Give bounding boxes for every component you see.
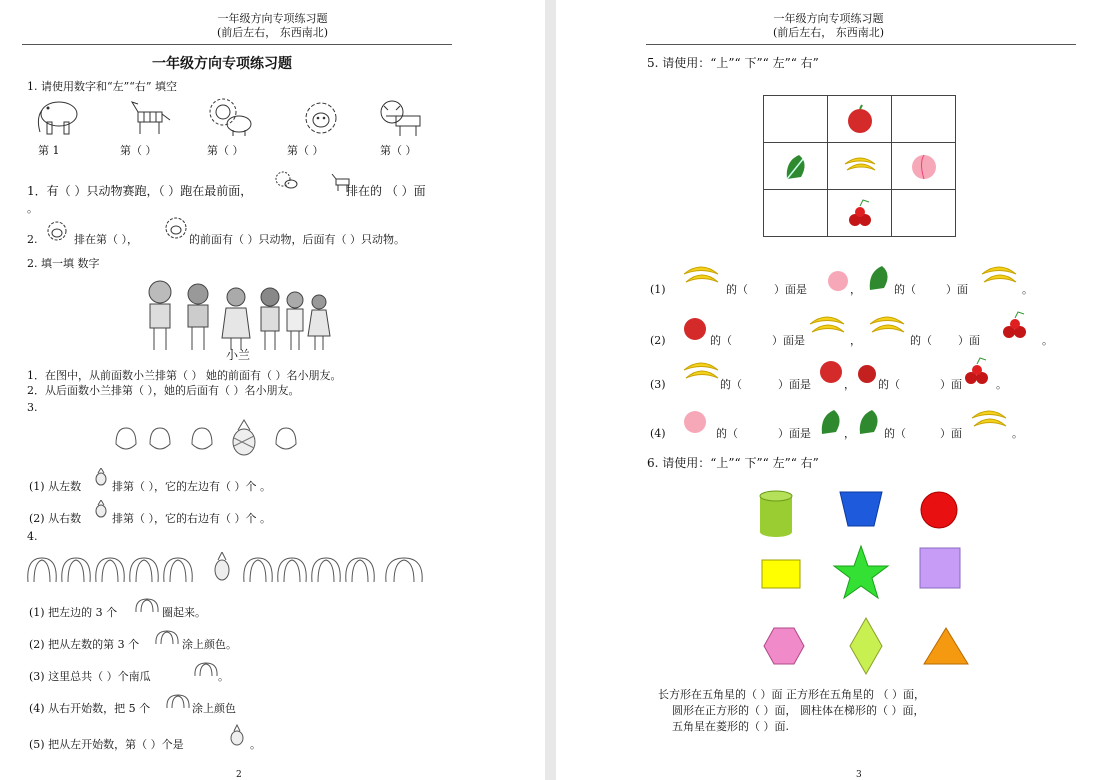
q5-row1-c: ，: [850, 283, 861, 296]
q2-label: 2. 填一填 数字: [27, 257, 100, 270]
banana-icon-6: [970, 406, 1008, 436]
banana-icon-5: [682, 358, 720, 388]
q1-line1: 1．有（ ）只动物赛跑，（ ）跑在最前面，: [27, 184, 253, 198]
grid-cell: [828, 143, 892, 190]
sheep-icon: [303, 100, 339, 136]
page-number-left: 2: [236, 770, 242, 780]
q4-sub2-end: 涂上颜色。: [182, 638, 237, 651]
vegetable-icon: [866, 262, 892, 292]
pumpkin-small-icon-2: [154, 628, 180, 646]
q4-sub4-start: (4) 从右开始数，把 5 个: [29, 702, 151, 715]
q5-row3-b: ）面是: [778, 378, 811, 391]
fruit-grid: [763, 95, 956, 237]
cherry-icon: [1000, 310, 1030, 340]
animal-position-4: 第（ ）: [287, 144, 324, 157]
star-shape: [834, 546, 888, 598]
q5-row4-a: 的（: [716, 427, 738, 440]
q5-row1-a: 的（: [726, 283, 748, 296]
q5-row4-d: 的（: [884, 427, 906, 440]
q5-row3-a: 的（: [720, 378, 742, 391]
cylinder-shape: [760, 491, 792, 537]
worksheet-title: 一年级方向专项练习题: [152, 56, 292, 72]
q5-row2-d: 的（: [910, 334, 932, 347]
pineapple-small-icon-3: [230, 724, 244, 746]
grid-cell: [764, 96, 828, 143]
pumpkin-small-icon: [134, 596, 160, 614]
q4-sub1-end: 圈起来。: [162, 606, 206, 619]
triangle-shape: [924, 628, 968, 664]
q5-row1-d: 的（: [894, 283, 916, 296]
grid-cell: [764, 143, 828, 190]
xiaolan-caption: 小兰: [226, 348, 251, 362]
q5-row3-e: ）面: [940, 378, 962, 391]
left-page: [0, 0, 545, 780]
sheep-small-icon: [46, 220, 68, 242]
banana-icon: [682, 262, 720, 292]
q4-sub3-end: 。: [218, 670, 229, 683]
q5-row2-c: ，: [850, 334, 861, 347]
trapezoid-shape: [840, 492, 882, 526]
q1-line2-part1: 排在第（ ），: [74, 233, 138, 246]
q1-line1-end: 排在的 （ ）面: [346, 184, 426, 198]
q6-line3: 五角星在菱形的（ ）面.: [672, 720, 789, 733]
page-header-subtitle-right: (前后左右， 东西南北): [772, 26, 885, 39]
q2-line1: 1．在图中，从前面数小兰排第（ ） 她的前面有（ ）名小朋友。: [27, 369, 342, 382]
q5-row1-e: ）面: [946, 283, 968, 296]
q5-row2-b: ）面是: [772, 334, 805, 347]
pineapple-small-icon-2: [94, 500, 108, 518]
q3-sub1-end: 排第（ ），它的左边有（ ）个 。: [112, 480, 271, 493]
q5-row4-b: ）面是: [778, 427, 811, 440]
tiger-icon: [376, 96, 426, 138]
lion-small-icon: [274, 170, 298, 190]
q5-row2-a: 的（: [710, 334, 732, 347]
vegetable-icon-3: [856, 406, 882, 436]
q5-row4-number: (4): [650, 427, 666, 440]
q4-sub4-end: 涂上颜色: [192, 702, 236, 715]
pumpkin-row: [24, 552, 434, 586]
peach-icon-2: [682, 408, 708, 434]
q3-sub1-start: (1) 从左数: [29, 480, 82, 493]
q1-label: 1. 请使用数字和“左”“右” 填空: [27, 80, 177, 93]
q1-line1-period: 。: [27, 202, 38, 215]
grid-cell: [828, 96, 892, 143]
grid-cell: [892, 190, 956, 237]
apple-icon-3: [856, 362, 878, 384]
q1-line2-number: 2.: [27, 233, 38, 246]
banana-icon-3: [808, 312, 846, 342]
children-illustration: [142, 278, 342, 354]
q6-line1: 长方形在五角星的（ ）面 正方形在五角星的 （ ）面，: [658, 688, 925, 701]
peach-icon: [826, 268, 850, 292]
q5-row4-f: 。: [1012, 427, 1023, 440]
elephant-icon: [34, 96, 82, 136]
header-rule: [22, 44, 452, 45]
animal-position-1: 第 1: [38, 144, 60, 157]
page-header-title-right: 一年级方向专项练习题: [773, 12, 884, 25]
rhombus-shape: [850, 618, 882, 674]
q5-row3-f: 。: [996, 378, 1007, 391]
q4-sub3-start: (3) 这里总共（ ）个南瓜: [29, 670, 151, 683]
q5-row2-number: (2): [650, 334, 666, 347]
lion-icon: [207, 96, 253, 138]
apple-icon: [682, 315, 708, 341]
animal-position-3: 第（ ）: [207, 144, 244, 157]
page-number-right: 3: [856, 770, 862, 780]
grid-cell: [764, 190, 828, 237]
q4-sub1-start: (1) 把左边的 3 个: [29, 606, 118, 619]
banana-icon-2: [980, 262, 1018, 292]
header-rule-right: [646, 44, 1076, 45]
grid-cell: [892, 96, 956, 143]
q5-row1-f: 。: [1022, 283, 1033, 296]
page-header-subtitle: (前后左右， 东西南北): [216, 26, 329, 39]
q6-label: 6. 请使用：“上”“ 下”“ 左”“ 右”: [647, 456, 819, 470]
q5-row3-c: ，: [844, 378, 855, 391]
q5-row2-f: 。: [1042, 334, 1053, 347]
grid-cell: [828, 190, 892, 237]
animal-position-2: 第（ ）: [120, 144, 157, 157]
rectangle-shape: [762, 560, 800, 588]
zebra-icon: [126, 98, 174, 136]
sheep-small-icon-2: [164, 216, 188, 240]
circle-shape: [921, 492, 957, 528]
animal-position-5: 第（ ）: [380, 144, 417, 157]
cherry-icon-2: [962, 356, 992, 386]
pineapple-small-icon: [94, 468, 108, 486]
q4-sub5-start: (5) 把从左开始数，第（ ）个是: [29, 738, 184, 751]
right-page: [556, 0, 1101, 780]
q5-row4-c: ，: [844, 427, 855, 440]
q3-sub2-end: 排第（ ），它的右边有（ ）个 。: [112, 512, 271, 525]
page-header-title: 一年级方向专项练习题: [217, 12, 328, 25]
q5-label: 5. 请使用：“上”“ 下”“ 左”“ 右”: [647, 56, 819, 70]
q4-sub2-start: (2) 把从左数的第 3 个: [29, 638, 140, 651]
q5-row2-e: ）面: [958, 334, 980, 347]
q4-label: 4.: [27, 530, 38, 543]
q5-row3-number: (3): [650, 378, 666, 391]
q3-sub2-start: (2) 从右数: [29, 512, 82, 525]
q5-row3-d: 的（: [878, 378, 900, 391]
hexagon-shape: [764, 628, 804, 664]
vegetable-icon-2: [818, 406, 844, 436]
q5-row4-e: ）面: [940, 427, 962, 440]
peaches-pineapple-row: [112, 418, 312, 458]
apple-icon-2: [818, 358, 844, 384]
pumpkin-small-icon-4: [165, 692, 191, 710]
square-shape: [920, 548, 960, 588]
q6-line2: 圆形在正方形的（ ）面， 圆柱体在梯形的（ ）面，: [672, 704, 925, 717]
grid-cell: [892, 143, 956, 190]
pumpkin-small-icon-3: [193, 660, 219, 678]
q4-sub5-end: 。: [250, 738, 261, 751]
q3-label: 3.: [27, 401, 38, 414]
q2-line2: 2．从后面数小兰排第（ ），她的后面有（ ）名小朋友。: [27, 384, 300, 397]
banana-icon-4: [868, 312, 906, 342]
q1-line2-part2: 的前面有（ ）只动物，后面有（ ）只动物。: [189, 233, 405, 246]
shapes-figure: [746, 478, 986, 678]
q5-row1-b: ）面是: [774, 283, 807, 296]
q5-row1-number: (1): [650, 283, 666, 296]
